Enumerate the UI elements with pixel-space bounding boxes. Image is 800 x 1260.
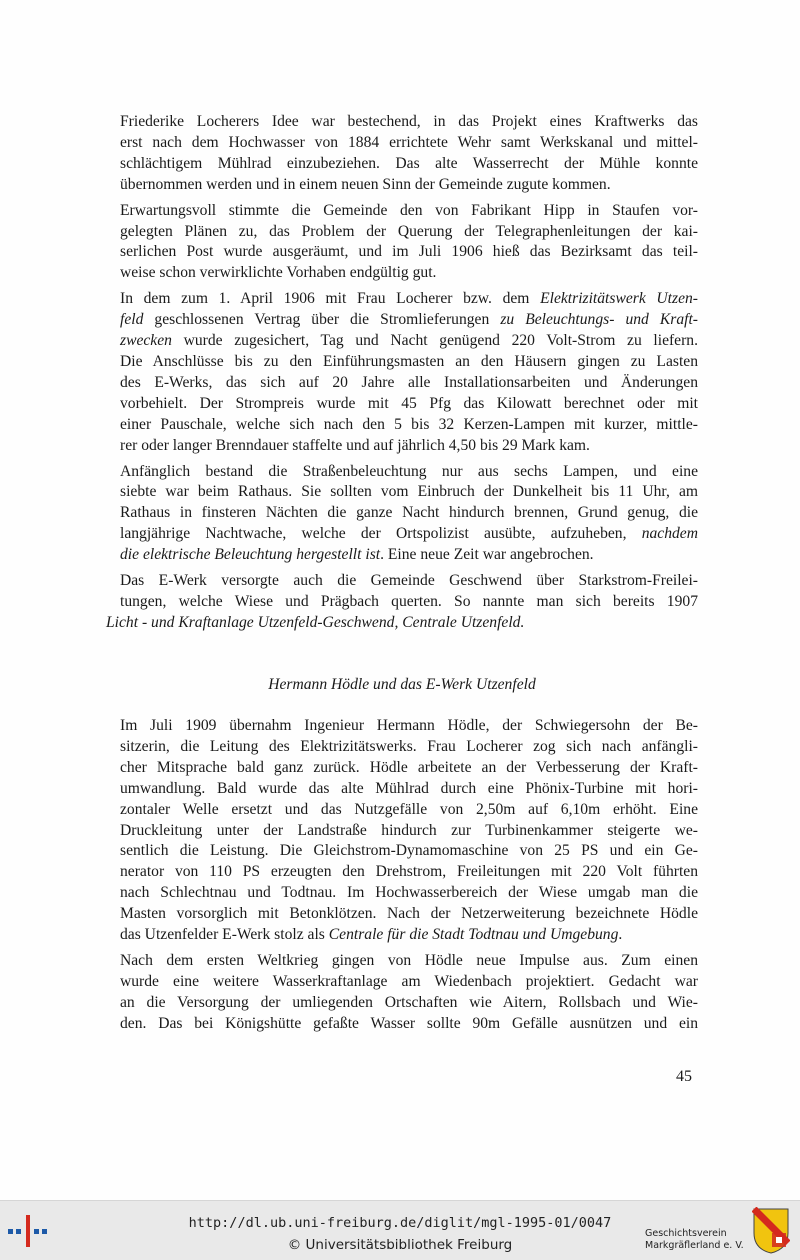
- text-line: an die Versorgung der umliegenden Ortschaften wie Aitern, Rollsbach und Wie-: [120, 993, 698, 1011]
- text-line: nerator von 110 PS erzeugten den Drehstrom, Freileitungen mit 220 Volt führten: [120, 863, 698, 881]
- italic-run: zwecken: [120, 332, 172, 350]
- text-line: übernommen werden und in einem neuen Sinn der Gemeinde zugute kommen.: [120, 175, 611, 193]
- text-line: schlächtigem Mühlrad einzubeziehen. Das alte Wasserrecht der Mühle konnte: [120, 154, 698, 172]
- text-line: des E-Werks, das sich auf 20 Jahre alle Installationsarbeiten und Änderungen: [120, 373, 698, 391]
- text-line: wurde eine weitere Wasserkraftanlage am Wiedenbach projektiert. Gedacht war: [120, 972, 698, 990]
- text-line: vorbehielt. Der Strompreis wurde mit 45 Pfg das Kilowatt berechnet oder mit: [120, 394, 698, 412]
- text-line: zontaler Welle ersetzt und das Nutzgefälle von 2,50m auf 6,10m erhöht. Eine: [120, 800, 698, 818]
- section-heading: Hermann Hödle und das E-Werk Utzenfeld: [268, 676, 536, 693]
- text-line: rer oder langer Brenndauer staffelte und auf jährlich 4,50 bis 29 Mark kam.: [120, 436, 590, 454]
- text-line: [106, 331, 698, 352]
- society-line: Markgräflerland e. V.: [645, 1240, 744, 1251]
- paragraph-3: [106, 289, 698, 456]
- text-line: Masten vorsorglich mit Betonklötzen. Nach der Netzerweiterung bezeichnete Hödle: [120, 905, 698, 923]
- text-line: Druckleitung unter der Landstraße hindurch zur Turbinenkammer steigerte we-: [120, 821, 698, 839]
- text-line: [106, 289, 698, 310]
- text-line: Erwartungsvoll stimmte die Gemeinde den von Fabrikant Hipp in Staufen vor-: [120, 201, 698, 219]
- italic-run: Centrale für die Stadt Todtnau und Umgebung: [328, 926, 619, 944]
- page-number: 45: [676, 1068, 692, 1085]
- text-line: Rathaus in finsteren Nächten die ganze Nacht hindurch brennen, Grund genug, die: [120, 504, 698, 522]
- text-line: [106, 925, 698, 946]
- text-line: siebte war beim Rathaus. Sie sollten vom Einbruch der Dunkelheit bis 11 Uhr, am: [120, 483, 698, 501]
- text-line: Die Anschlüsse bis zu den Einführungsmasten an den Häusern gingen zu Lasten: [120, 352, 698, 370]
- text-line: sentlich die Leistung. Die Gleichstrom-Dynamomaschine von 25 PS und ein Ge-: [120, 842, 698, 860]
- italic-run: die elektrische Beleuchtung hergestellt ist: [120, 546, 381, 564]
- text-run: langjährige Nachtwache, welche der Ortspolizist ausübte, aufzuheben,: [120, 525, 642, 543]
- italic-run: Elektrizitätswerk Utzen-: [540, 290, 698, 308]
- text-line: einer Pauschale, welche sich nach den 5 bis 32 Kerzen-Lampen mit kurzer, mittle-: [120, 415, 698, 433]
- body-text-lower: [106, 716, 698, 1040]
- text-line: sitzerin, die Leitung des Elektrizitätswerks. Frau Locherer zog sich nach anfängli-: [120, 737, 698, 755]
- text-line: Anfänglich bestand die Straßenbeleuchtung nur aus sechs Lampen, und eine: [120, 462, 698, 480]
- text-line: [106, 545, 698, 566]
- text-line: cher Mitsprache bald ganz zurück. Hödle arbeitete an der Verbesserung der Kraft-: [120, 758, 698, 776]
- society-name: [645, 1228, 744, 1252]
- text-line: gelegten Plänen zu, das Problem der Querung der Telegraphenleitungen der kai-: [120, 222, 698, 240]
- text-line: serlichen Post wurde ausgeräumt, und im Juli 1906 hieß das Bezirksamt das teil-: [120, 243, 698, 261]
- paragraph-7: [106, 951, 698, 1035]
- italic-run: zu Beleuchtungs- und Kraft-: [500, 311, 698, 329]
- paragraph-5: [106, 571, 698, 634]
- text-run: In dem zum 1. April 1906 mit Frau Locherer bzw. dem: [120, 290, 541, 308]
- society-line: Geschichtsverein: [645, 1228, 727, 1239]
- text-line: tungen, welche Wiese und Prägbach querten. So nannte man sich bereits 1907: [120, 592, 698, 610]
- text-line: weise schon verwirklichte Vorhaben endgültig gut.: [120, 264, 437, 282]
- text-line: den. Das bei Königshütte gefaßte Wasser sollte 90m Gefälle ausnützen und ein: [120, 1014, 698, 1032]
- text-run: . Eine neue Zeit war angebrochen.: [380, 546, 594, 564]
- body-text-upper: [106, 112, 698, 639]
- paragraph-2: [106, 201, 698, 285]
- text-run: wurde zugesichert, Tag und Nacht genügend 220 Volt-Strom zu liefern.: [171, 332, 698, 350]
- text-run: .: [618, 926, 623, 944]
- text-run: geschlossenen Vertrag über die Stromlieferungen: [143, 311, 501, 329]
- italic-run: feld: [120, 311, 144, 329]
- text-line: [106, 310, 698, 331]
- italic-run: Licht - und Kraftanlage Utzenfeld-Geschwend, Centrale Utzenfeld.: [106, 613, 525, 631]
- text-line: Das E-Werk versorgte auch die Gemeinde Geschwend über Starkstrom-Freilei-: [120, 572, 698, 590]
- text-line: nach Schlechtnau und Todtnau. Im Hochwasserbereich der Wiese umgab man die: [120, 884, 698, 902]
- coat-of-arms-icon: [752, 1207, 790, 1255]
- italic-run: nachdem: [641, 525, 698, 543]
- text-line: Nach dem ersten Weltkrieg gingen von Hödle neue Impulse aus. Zum einen: [120, 951, 698, 969]
- text-line: Friederike Locherers Idee war bestechend, in das Projekt eines Kraftwerks das: [120, 113, 698, 130]
- text-line: umwandlung. Bald wurde das alte Mühlrad durch eine Phönix-Turbine mit hori-: [120, 779, 698, 797]
- paragraph-6: [106, 716, 698, 946]
- library-footer: [0, 1200, 800, 1260]
- paragraph-4: [106, 462, 698, 567]
- text-run: das Utzenfelder E-Werk stolz als: [120, 926, 329, 944]
- text-line: Im Juli 1909 übernahm Ingenieur Hermann Hödle, der Schwiegersohn der Be-: [120, 717, 698, 734]
- text-line: [106, 524, 698, 545]
- text-line: [106, 613, 698, 634]
- paragraph-1: [106, 112, 698, 196]
- copyright-notice: © Universitätsbibliothek Freiburg: [287, 1237, 513, 1253]
- text-line: erst nach dem Hochwasser von 1884 errichtete Wehr samt Werkskanal und mittel-: [120, 133, 698, 151]
- permalink-url[interactable]: http://dl.ub.uni-freiburg.de/diglit/mgl-1995-01/0047: [188, 1215, 612, 1231]
